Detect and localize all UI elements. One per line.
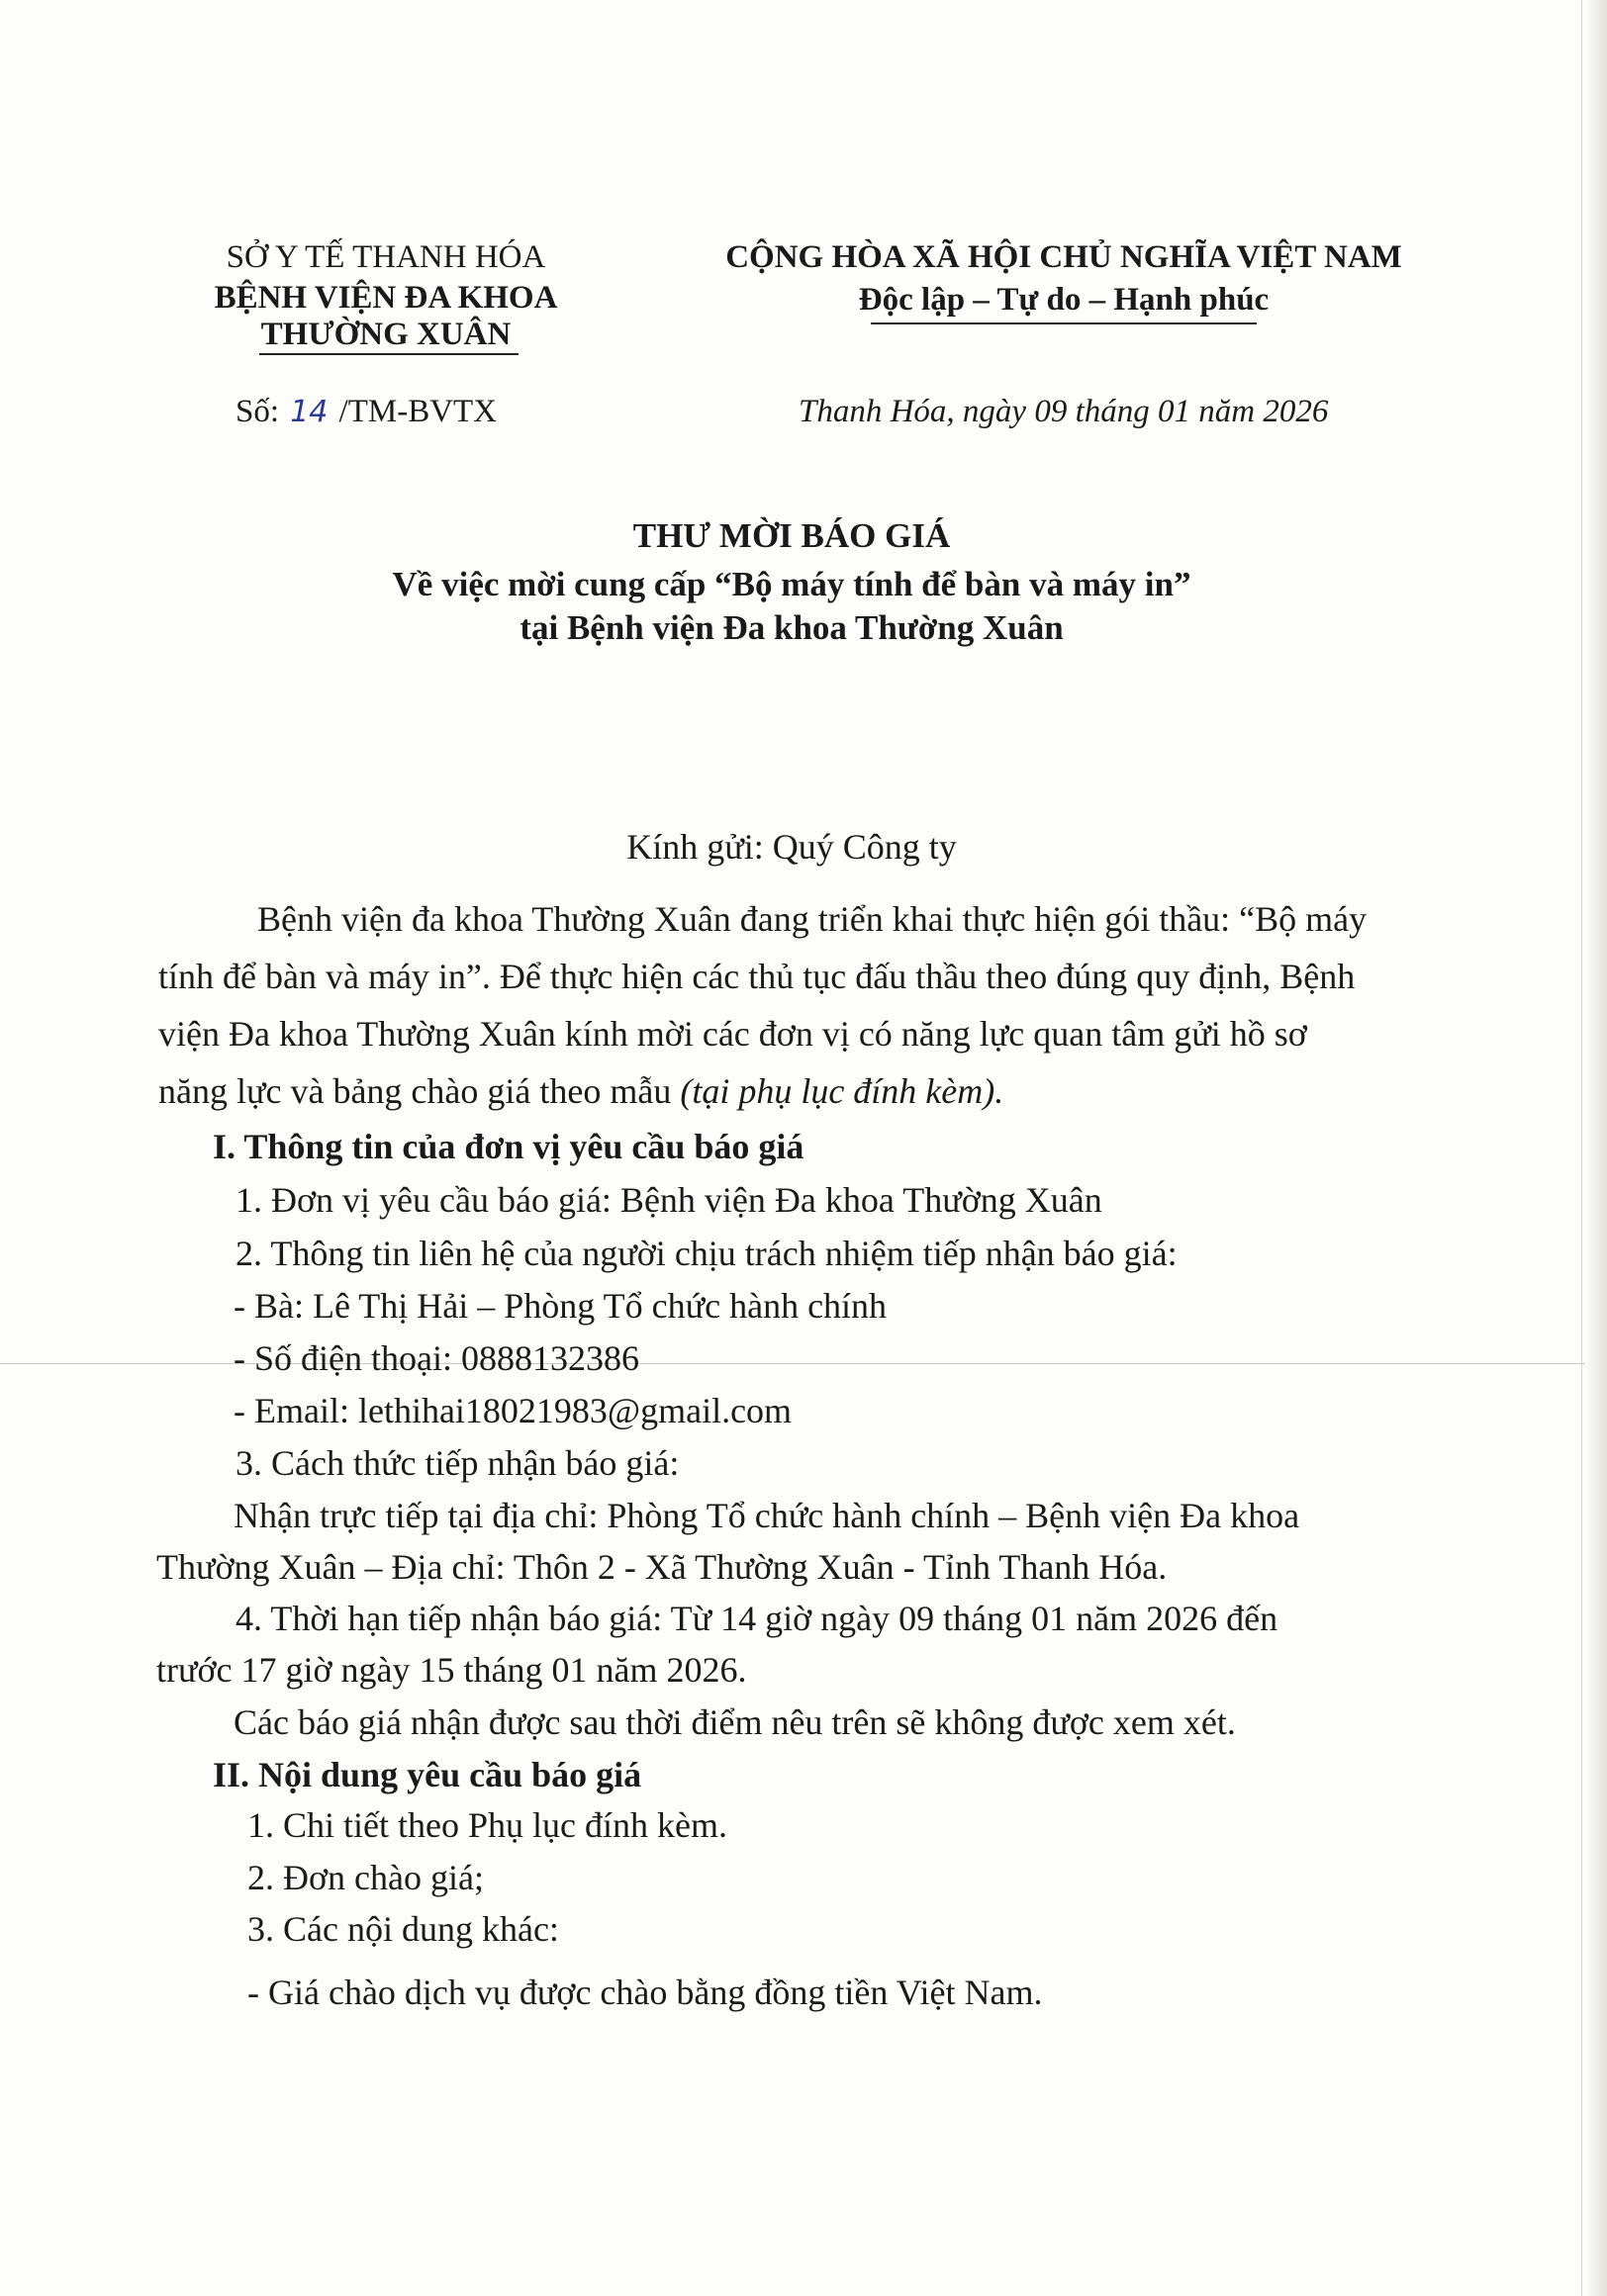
contact-email: - Email: lethihai18021983@gmail.com xyxy=(234,1391,793,1430)
paper-edge xyxy=(1585,0,1607,2296)
section-2-item-1: 1. Chi tiết theo Phụ lục đính kèm. xyxy=(247,1805,727,1845)
section-2-item-2: 2. Đơn chào giá; xyxy=(247,1858,484,1897)
intro-line-3: viện Đa khoa Thường Xuân kính mời các đơn vị có năng lực quan tâm gửi hồ sơ xyxy=(158,1014,1307,1054)
document-date: Thanh Hóa, ngày 09 tháng 01 năm 2026 xyxy=(799,394,1329,429)
header-right-underline xyxy=(871,322,1257,324)
paper-edge-line xyxy=(1581,0,1582,2296)
intro-appendix-note: (tại phụ lục đính kèm). xyxy=(680,1071,1004,1111)
intro-line-4 xyxy=(158,1069,1003,1113)
salutation: Kính gửi: Quý Công ty xyxy=(626,827,957,867)
intro-line-1: Bệnh viện đa khoa Thường Xuân đang triển khai thực hiện gói thầu: “Bộ máy xyxy=(257,899,1368,939)
section-1-item-3: 3. Cách thức tiếp nhận báo giá: xyxy=(236,1443,680,1483)
deadline-line-2: trước 17 giờ ngày 15 tháng 01 năm 2026. xyxy=(156,1650,747,1690)
header-left-underline xyxy=(259,353,519,355)
section-2-heading: II. Nội dung yêu cầu báo giá xyxy=(213,1755,642,1794)
header-department: SỞ Y TẾ THANH HÓA xyxy=(226,239,546,275)
number-label: Số: xyxy=(236,394,280,429)
header-hospital-line1: BỆNH VIỆN ĐA KHOA xyxy=(214,280,558,316)
currency-note: - Giá chào dịch vụ được chào bằng đồng tiền Việt Nam. xyxy=(247,1973,1043,2012)
section-1-item-1: 1. Đơn vị yêu cầu báo giá: Bệnh viện Đa khoa Thường Xuân xyxy=(236,1180,1102,1220)
contact-name: - Bà: Lê Thị Hải – Phòng Tổ chức hành chính xyxy=(234,1286,888,1326)
header-motto: Độc lập – Tự do – Hạnh phúc xyxy=(858,282,1270,318)
deadline-note: Các báo giá nhận được sau thời điểm nêu trên sẽ không được xem xét. xyxy=(234,1702,1236,1742)
contact-phone: - Số điện thoại: 0888132386 xyxy=(234,1338,639,1378)
handwritten-number: 14 xyxy=(290,395,329,429)
document-title: THƯ MỜI BÁO GIÁ xyxy=(632,516,951,555)
number-suffix: /TM-BVTX xyxy=(338,394,498,429)
header-hospital-line2: THƯỜNG XUÂN xyxy=(260,317,512,352)
receive-address-line-2: Thường Xuân – Địa chỉ: Thôn 2 - Xã Thường Xuân - Tỉnh Thanh Hóa. xyxy=(156,1547,1168,1587)
section-1-heading: I. Thông tin của đơn vị yêu cầu báo giá xyxy=(213,1127,804,1166)
intro-line-2: tính để bàn và máy in”. Để thực hiện các thủ tục đấu thầu theo đúng quy định, Bệnh xyxy=(158,957,1356,996)
section-1-item-2: 2. Thông tin liên hệ của người chịu trách nhiệm tiếp nhận báo giá: xyxy=(236,1234,1178,1273)
section-2-item-3: 3. Các nội dung khác: xyxy=(247,1909,559,1949)
intro-line-4-text: năng lực và bảng chào giá theo mẫu xyxy=(158,1071,681,1111)
deadline-line-1: 4. Thời hạn tiếp nhận báo giá: Từ 14 giờ ngày 09 tháng 01 năm 2026 đến xyxy=(236,1599,1278,1638)
document-number xyxy=(236,392,497,432)
receive-address-line-1: Nhận trực tiếp tại địa chỉ: Phòng Tổ chức hành chính – Bệnh viện Đa khoa xyxy=(234,1496,1300,1535)
document-subtitle-line1: Về việc mời cung cấp “Bộ máy tính để bàn và máy in” xyxy=(392,565,1191,603)
header-republic: CỘNG HÒA XÃ HỘI CHỦ NGHĨA VIỆT NAM xyxy=(725,239,1402,275)
document-subtitle-line2: tại Bệnh viện Đa khoa Thường Xuân xyxy=(520,608,1064,647)
